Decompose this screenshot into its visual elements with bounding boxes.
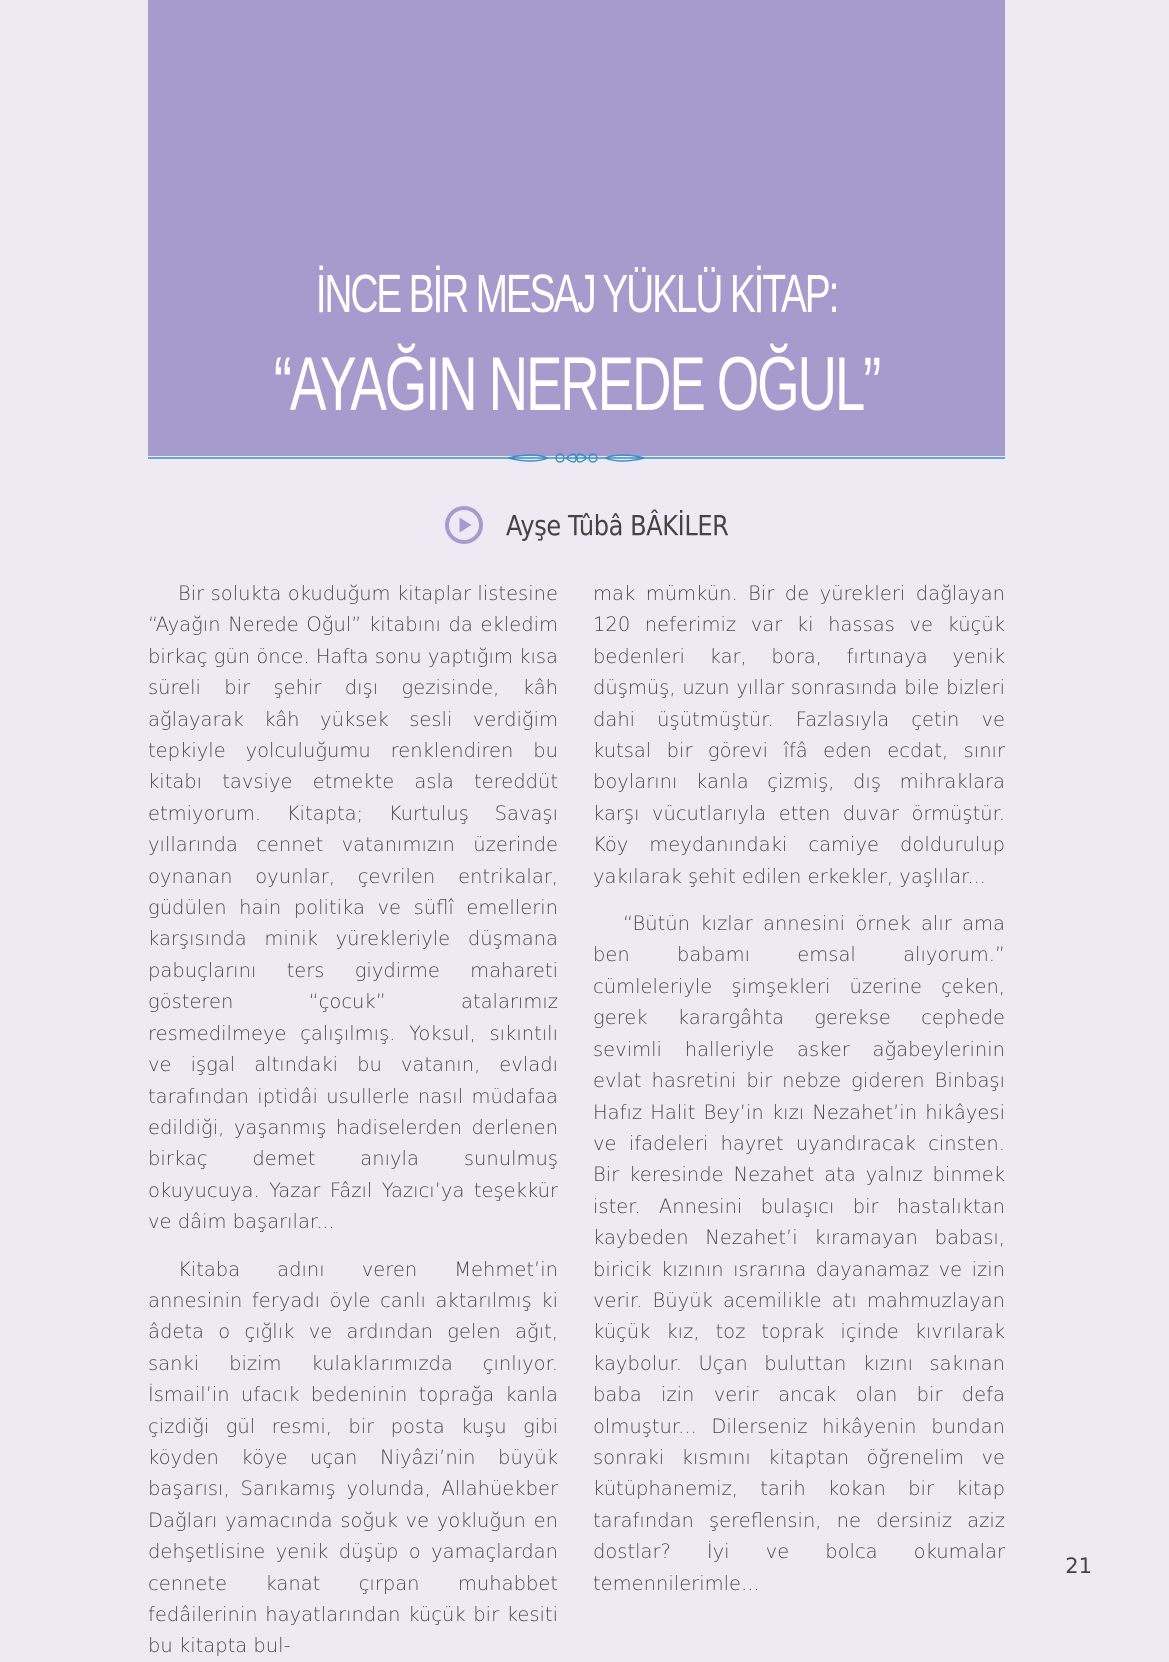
author-byline — [444, 504, 765, 546]
title-line-1: İNCE BİR MESAJ YÜKLÜ KİTAP: — [315, 264, 838, 324]
article-column-right — [593, 578, 1005, 1599]
ornamental-divider — [148, 451, 1005, 465]
article-paragraph: Kitaba adını veren Mehmet’in annesinin feryadı öyle canlı aktarılmış ki âdeta o çığlık ve ardından gelen ağıt, sanki bizim kulaklarımızda çınlıyor. İsmail’in ufacık bedeninin toprağa kanla çizdiği gül resmi, bir posta kuşu gibi köyden köye uçan Niyâzi’nin büyük başarısı, Sarıkamış yolunda, Allahüekber Dağları yamacında soğuk ve yokluğun en dehşetlisine yenik düşüp o yamaçlardan cennete kanat çırpan muhabbet fedâilerinin hayatlarından küçük bir kesiti bu kitapta bul- — [148, 1257, 558, 1658]
article-paragraph: mak mümkün. Bir de yürekleri dağlayan 120 neferimiz var ki hassas ve küçük bedenleri kar, bora, fırtınaya yenik düşmüş, uzun yıllar sonrasında bile bizleri dahi üşütmüştür. Fazlasıyla çetin ve kutsal bir görevi îfâ eden ecdat, sınır boylarını kanla çizmiş, dış mihraklara karşı vücutlarıyla etten duvar örmüştür. Köy meydanındaki camiye doldurulup yakılarak şehit edilen erkekler, yaşlılar... — [593, 582, 1005, 888]
article-paragraph: “Bütün kızlar annesini örnek alır ama ben babamı emsal alıyorum.” cümleleriyle şimşekleri üzerine çeken, gerek karargâhta gerekse cephede sevimli halleriyle asker ağabeylerinin evlat hasretini bir nebze gideren Binbaşı Hafız Halit Bey’in kızı Nezahet’in hikâyesi ve ifadeleri hayret uyandıracak cinsten. Bir keresinde Nezahet ata yalnız binmek ister. Annesini bulaşıcı bir hastalıktan kaybeden Nezahet’i kıramayan babası, biricik kızının ısrarına dayanamaz ve izin verir. Büyük acemilikle atı mahmuzlayan küçük kız, toz toprak içinde kıvrılarak kaybolur. Uçan buluttan kızını sakınan baba izin verir ancak olan bir defa olmuştur... Dilerseniz hikâyenin bundan sonraki kısmını kitaptan öğrenelim ve kütüphanemiz, tarih kokan bir kitap tarafından şereflensin, ne dersiniz aziz dostlar? İyi ve bolca okumalar temennilerimle... — [593, 912, 1005, 1595]
play-circle-icon — [444, 505, 484, 545]
page-number: 21 — [1065, 1554, 1092, 1578]
article-paragraph: Bir solukta okuduğum kitaplar listesine “Ayağın Nerede Oğul” kitabını da ekledim birkaç gün önce. Hafta sonu yaptığım kısa süreli bir şehir dışı gezisinde, kâh ağlayarak kâh yüksek sesli verdiğim tepkiyle yolculuğumu renklendiren bu kitabı tavsiye etmekte asla tereddüt etmiyorum. Kitapta; Kurtuluş Savaşı yıllarında cennet vatanımızın üzerinde oynanan oyunlar, çevrilen entrikalar, güdülen hain politika ve süflî emellerin karşısında minik yürekleriyle düşmana pabuçlarını ters giydirme mahareti gösteren “çocuk” atalarımız resmedilmeye çalışılmış. Yoksul, sıkıntılı ve işgal altındaki bu vatanın, evladı tarafından iptidâi usullerle nasıl müdafaa edildiği, yaşanmış hadiselerden derlenen birkaç demet anıyla sunulmuş okuyucuya. Yazar Fâzıl Yazıcı’ya teşekkür ve dâim başarılar... — [148, 582, 558, 1234]
title-line-2: “AYAĞIN NEREDE OĞUL” — [273, 342, 880, 427]
author-name: Ayşe Tûbâ BÂKİLER — [506, 508, 729, 542]
article-column-left — [148, 578, 558, 1662]
